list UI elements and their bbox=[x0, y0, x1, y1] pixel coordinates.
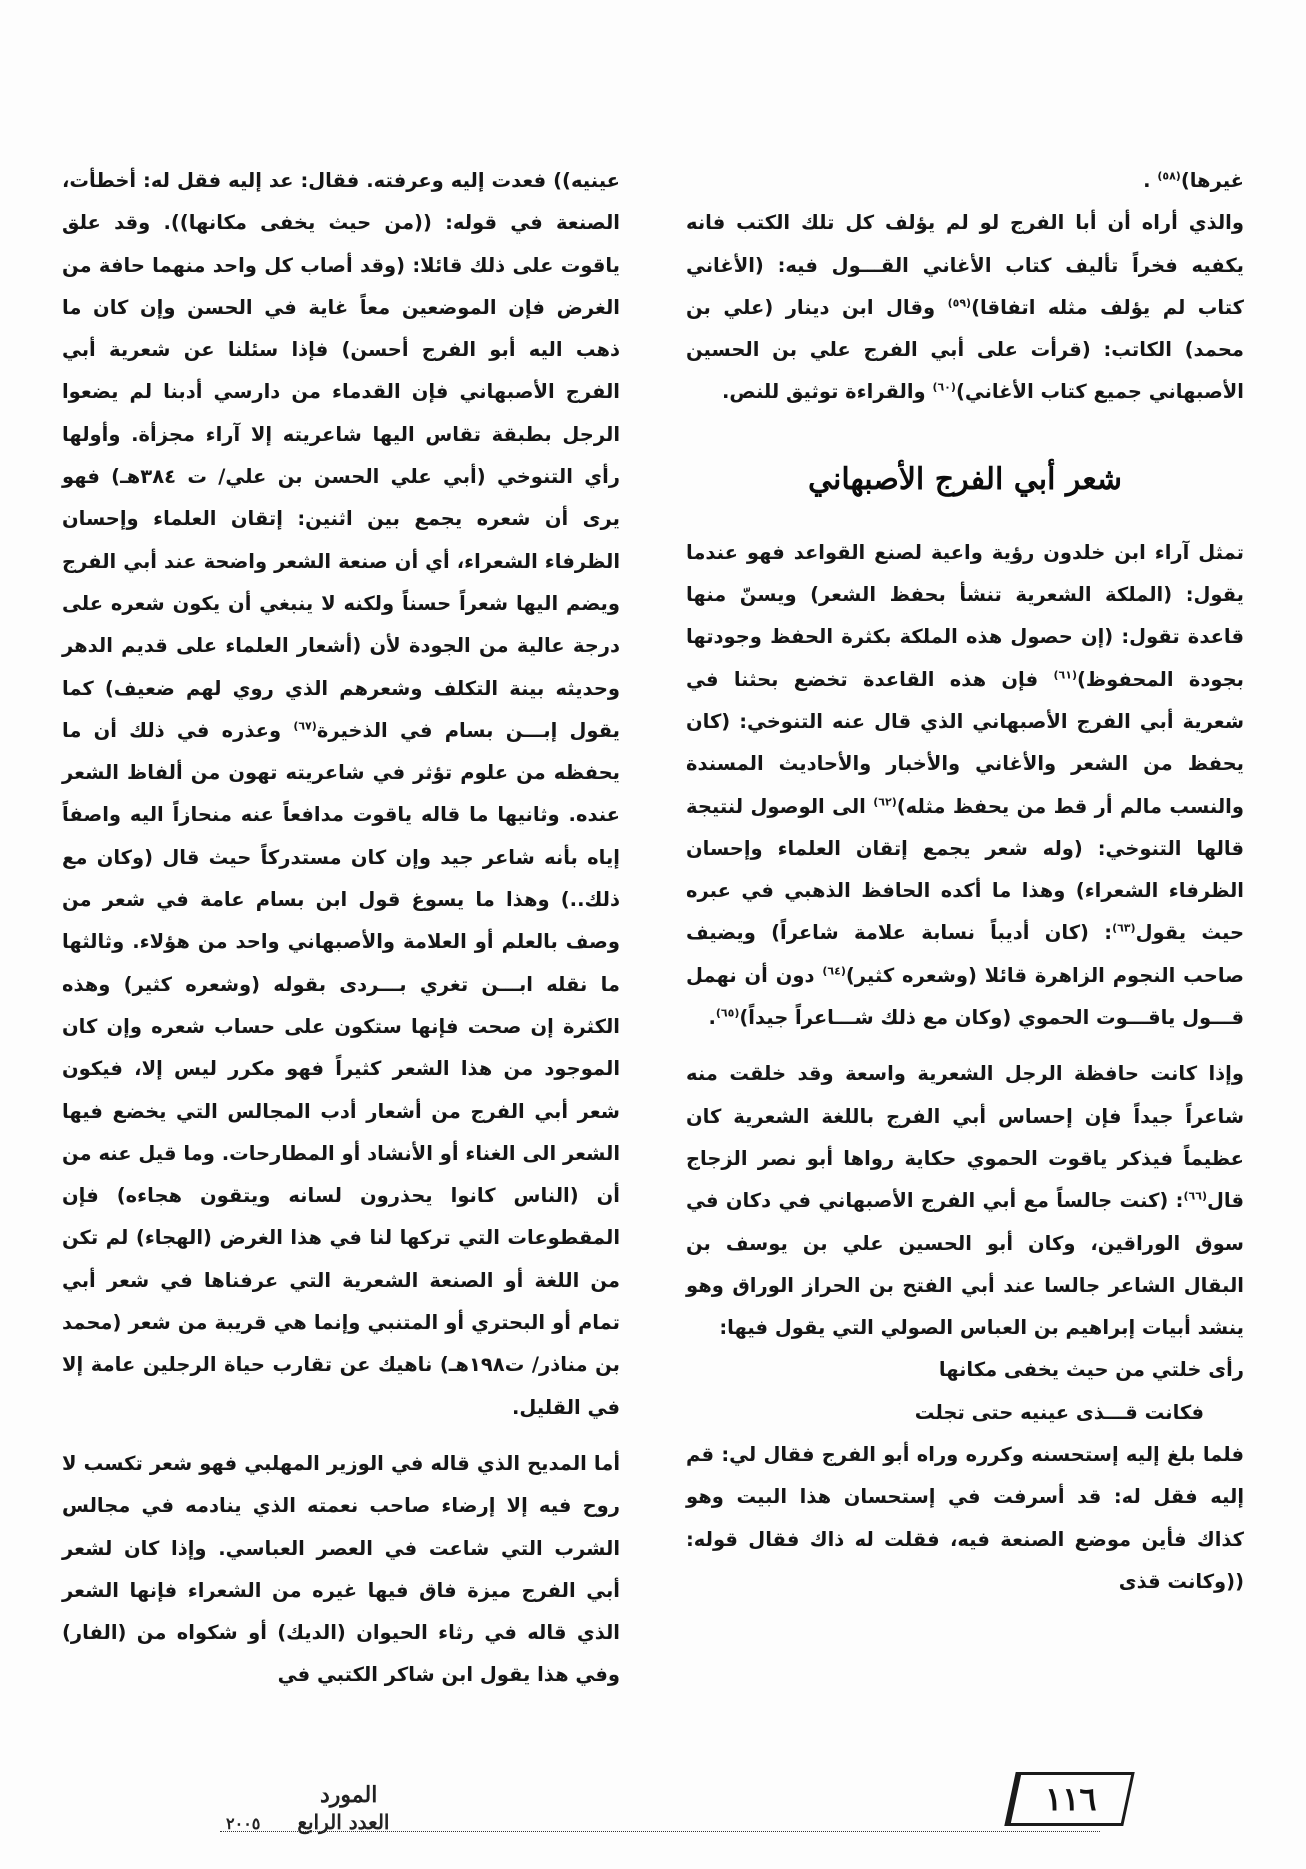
footnote-ref: (٦٢) bbox=[873, 795, 897, 809]
verse-line: فكانت قـــذى عينيه حتى تجلت bbox=[914, 1400, 1204, 1424]
paragraph: أما المديح الذي قاله في الوزير المهلبي فهو شعر تكسب لا روح فيه إلا إرضاء صاحب نعمته الذي ينادمه في مجالس الشرب التي شاعت في العصر العباسي. وإذا كان لشعر أبي الفرج ميزة فاق فيها غيره من الشعراء فإنها الشعر الذي قاله في رثاء الحيوان (الديك) أو شكواه من (الفار) وفي هذا يقول ابن شاكر الكتبي في bbox=[62, 1451, 620, 1687]
paragraph: تمثل آراء ابن خلدون رؤية واعية لصنع القواعد فهو عندما يقول: (الملكة الشعرية تنشأ بحفظ الشعر) ويسنّ منها قاعدة تقول: (إن حصول هذه الملكة بكثرة الحفظ وجودتها بجودة المحفوظ)$^{(٦١)}$ فإن هذه القاعدة تخضع بحثنا في شعرية أبي الفرج الأصبهاني الذي قال عنه التنوخي: (كان يحفظ من الشعر والأغاني والأخبار والأحاديث المسندة والنسب مالم أر قط من يحفظ مثله)$^{(٦٢)}$ الى الوصول لنتيجة قالها التنوخي: (وله شعر يجمع إتقان العلماء وإحسان الظرفاء الشعراء) وهذا ما أكده الحافظ الذهبي في عبره حيث يقول$^{(٦٣)}$: (كان أديباً نسابة علامة شاعراً) ويضيف صاحب النجوم الزاهرة قائلا (وشعره كثير)$^{(٦٤)}$ دون أن نهمل قـــول ياقـــوت الحموي (وكان مع ذلك شـــاعراً جيداً)$^{(٦٥)}$. bbox=[686, 540, 1245, 1030]
footnote-ref: (٦١) bbox=[1053, 668, 1077, 682]
journal-name: المورد bbox=[320, 1782, 378, 1808]
footnote-ref: (٦٦) bbox=[1183, 1189, 1207, 1203]
paragraph: غيرها)$^{(٥٨)}$ . bbox=[1143, 169, 1244, 192]
page-number-box bbox=[1004, 1772, 1134, 1826]
footnote-ref: (٦٧) bbox=[293, 719, 317, 733]
footnote-ref: (٦٠) bbox=[932, 380, 956, 394]
footnote-ref: (٦٤) bbox=[822, 964, 846, 978]
paragraph: عينيه)) فعدت إليه وعرفته. فقال: عد إليه فقل له: أخطأت، الصنعة في قوله: ((من حيث يخفى مكانها)). وقد علق ياقوت على ذلك قائلا: (وقد أصاب كل واحد منهما حافة من الغرض فإن الموضعين معاً غاية في الحسن وإن كان ما ذهب اليه أبو الفرج أحسن) فإذا سئلنا عن شعرية أبي الفرج الأصبهاني فإن القدماء من دارسي أدبنا لم يضعوا الرجل بطبقة تقاس اليها شاعريته إلا آراء مجزأة. وأولها رأي التنوخي (أبي علي الحسن بن علي/ ت ٣٨٤هـ) فهو يرى أن شعره يجمع بين اثنين: إتقان العلماء وإحسان الظرفاء الشعراء، أي أن صنعة الشعر واضحة عند أبي الفرج ويضم اليها شعراً حسناً ولكنه لا ينبغي أن يكون شعره على درجة عالية من الجودة لأن (أشعار العلماء على قديم الدهر وحديثه بينة التكلف وشعرهم الذي روي لهم ضعيف) كما يقول إبـــن بسام في الذخيرة$^{(٦٧)}$ وعذره في ذلك أن ما يحفظه من علوم تؤثر في شاعريته تهون من ألفاظ الشعر عنده. وثانيها ما قاله ياقوت مدافعاً عنه منحازاً اليه واصفاً إياه بأنه شاعر جيد وإن كان مستدركاً حيث قال (وكان مع ذلك..) وهذا ما يسوغ قول ابن بسام عامة في شعر من وصف بالعلم أو العلامة والأصبهاني واحد من هؤلاء. وثالثها ما نقله ابـــن تغري بـــردى بقوله (وشعره كثير) وهذه الكثرة إن صحت فإنها ستكون على حساب شعره وإن كان الموجود من هذا الشعر كثيراً فهو مكرر ليس إلا، فيكون شعر أبي الفرج من أشعار أدب المجالس التي يخضع فيها الشعر الى الغناء أو الأنشاد أو المطارحات. وما قيل عنه من أن (الناس كانوا يحذرون لسانه ويتقون هجاءه) فإن المقطوعات التي تركها لنا في هذا الغرض (الهجاء) لم تكن من اللغة أو الصنعة الشعرية التي عرفناها في شعر أبي تمام أو البحتري أو المتنبي وإنما هي قريبة من شعر (محمد بن مناذر/ ت١٩٨هـ) ناهيك عن تقارب حياة الرجلين عامة إلا في القليل. bbox=[62, 169, 620, 1419]
page-number: ١١٦ bbox=[1045, 1780, 1097, 1818]
section-heading: شعر أبي الفرج الأصبهاني bbox=[807, 461, 1123, 497]
footnote-ref: (٥٩) bbox=[947, 296, 972, 310]
left-column bbox=[62, 160, 620, 1697]
verse-line: رأى خلتي من حيث يخفى مكانها bbox=[938, 1358, 1244, 1382]
footer-divider bbox=[220, 1831, 1100, 1832]
paragraph: وإذا كانت حافظة الرجل الشعرية واسعة وقد خلقت منه شاعراً جيداً فإن إحساس أبي الفرج باللغة الشعرية كان عظيماً فيذكر ياقوت الحموي حكاية رواها أبو نصر الزجاج قال$^{(٦٦)}$: (كنت جالساً مع أبي الفرج الأصبهاني في دكان في سوق الوراقين، وكان أبو الحسين علي بن يوسف بن البقال الشاعر جالسا عند أبي الفتح بن الحراز الوراق وهو ينشد أبيات إبراهيم بن العباس الصولي التي يقول فيها: bbox=[686, 1062, 1244, 1340]
paragraph: والذي أراه أن أبا الفرج لو لم يؤلف كل تلك الكتب فانه يكفيه فخراً تأليف كتاب الأغاني القـــول فيه: (الأغاني كتاب لم يؤلف مثله اتفاقا)$^{(٥٩)}$ وقال ابن دينار (علي بن محمد) الكاتب: (قرأت على أبي الفرج علي بن الحسين الأصبهاني جميع كتاب الأغاني)$^{(٦٠)}$ والقراءة توثيق للنص. bbox=[686, 211, 1244, 404]
issue-label: العدد الرابع bbox=[297, 1810, 390, 1834]
issue-year: ٢٠٠٥ bbox=[226, 1814, 261, 1833]
footnote-ref: (٦٥) bbox=[715, 1006, 740, 1020]
right-column bbox=[686, 160, 1244, 1603]
paragraph: فلما بلغ إليه إستحسنه وكرره وراه أبو الفرج فقال لي: قم إليه فقل له: قد أسرفت في إستحسان هذا البيت وهو كذاك فأين موضع الصنعة فيه، فقلت له ذاك فقال قوله: ((وكانت قذى bbox=[686, 1443, 1244, 1593]
footnote-ref: (٦٣) bbox=[1112, 921, 1136, 935]
footnote-ref: (٥٨) bbox=[1157, 169, 1181, 183]
